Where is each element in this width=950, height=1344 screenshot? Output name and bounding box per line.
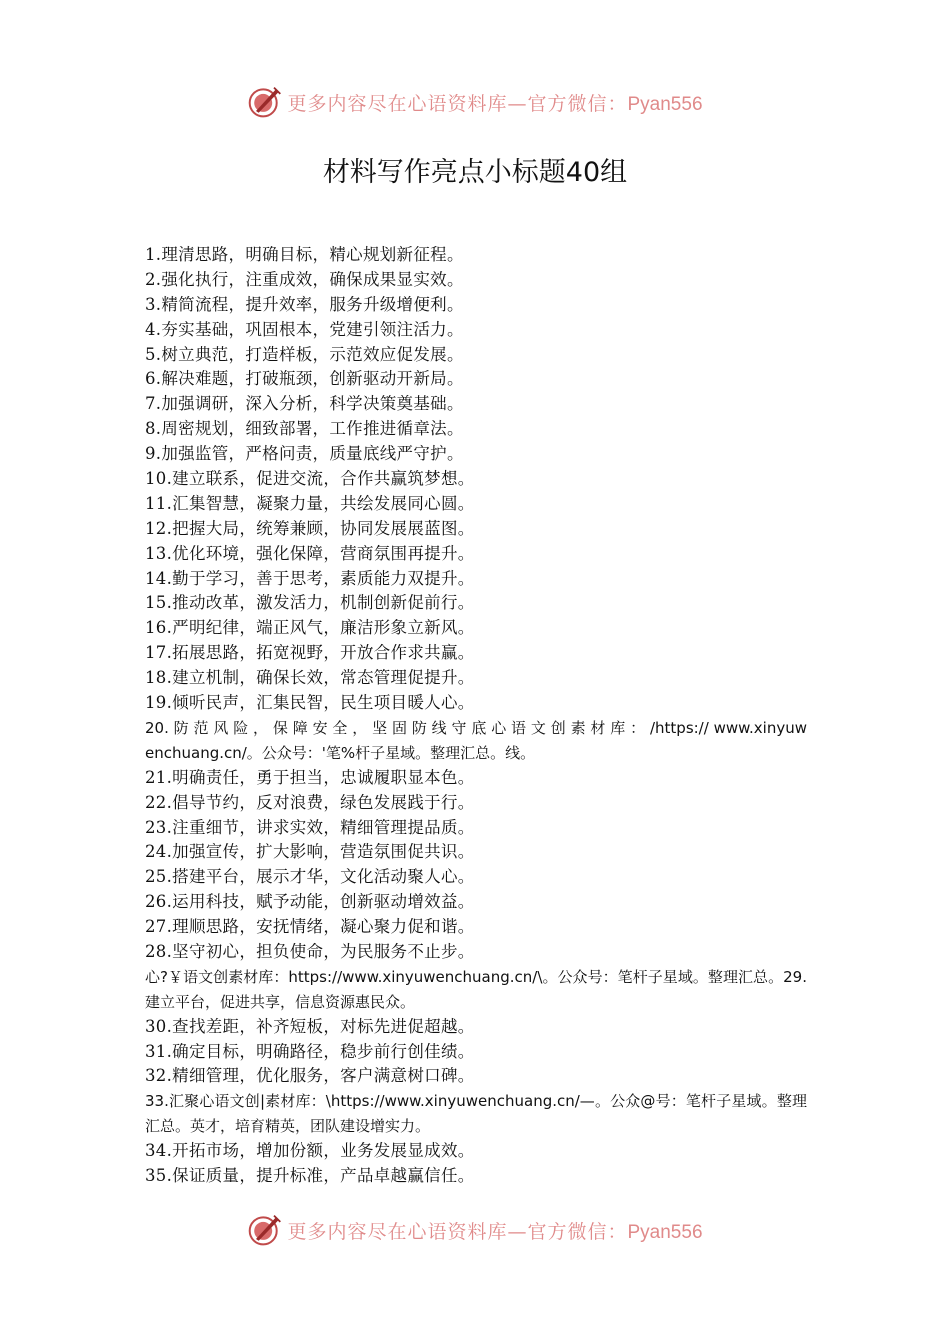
list-item-watermark-text: 20. 防 范 风 险 ， 保 障 安 全 ， 坚 固 防 线 守 底 心 语 文 创 素 材 库 ： /https:// www.xinyuwenchuang.cn/。公众号：'笔%杆子星域。整理汇总。线。	[145, 718, 807, 762]
document-body	[145, 243, 807, 1189]
list-item: 3.精简流程，提升效率，服务升级增便利。	[145, 294, 464, 314]
list-item: 10.建立联系，促进交流，合作共赢筑梦想。	[145, 469, 475, 489]
list-item: 5.树立典范，打造样板，示范效应促发展。	[145, 344, 464, 364]
list-item: 28.坚守初心，担负使命，为民服务不止步。	[145, 941, 475, 961]
list-item: 2.强化执行，注重成效，确保成果显实效。	[145, 269, 464, 289]
list-item: 34.开拓市场，增加份额，业务发展显成效。	[145, 1141, 475, 1161]
list-item: 17.拓展思路，拓宽视野，开放合作求共赢。	[145, 643, 475, 663]
list-item: 23.注重细节，讲求实效，精细管理提品质。	[145, 817, 475, 837]
document-title: 材料写作亮点小标题40组	[322, 157, 628, 188]
list-item: 6.解决难题，打破瓶颈，创新驱动开新局。	[145, 369, 464, 389]
list-item-watermark-text: 33.汇聚心语文创|素材库：\https://www.xinyuwenchuang.cn/—。公众@号：笔杆子星域。整理汇总。英才，培育精英，团队建设增实力。	[145, 1092, 807, 1136]
list-item: 24.加强宣传，扩大影响，营造氛围促共识。	[145, 842, 475, 862]
list-item: 30.查找差距，补齐短板，对标先进促超越。	[145, 1016, 475, 1036]
list-item-watermark-text: 心?￥语文创素材库：https://www.xinyuwenchuang.cn/\。公众号：笔杆子星域。整理汇总。29.建立平台，促进共享，信息资源惠民众。	[145, 967, 807, 1011]
footer-banner	[0, 1208, 950, 1252]
list-item: 11.汇集智慧，凝聚力量，共绘发展同心圆。	[145, 493, 475, 513]
list-item: 25.搭建平台，展示才华，文化活动聚人心。	[145, 867, 475, 887]
list-item: 14.勤于学习，善于思考，素质能力双提升。	[145, 568, 475, 588]
list-item: 4.夯实基础，巩固根本，党建引领注活力。	[145, 319, 464, 339]
list-item: 21.明确责任，勇于担当，忠诚履职显本色。	[145, 767, 475, 787]
list-item: 1.理清思路，明确目标，精心规划新征程。	[145, 245, 464, 264]
list-item: 31.确定目标，明确路径，稳步前行创佳绩。	[145, 1041, 475, 1061]
list-item: 13.优化环境，强化保障，营商氛围再提升。	[145, 543, 475, 563]
banner-wechat-id: Pyan556	[627, 93, 703, 115]
quill-logo-icon	[247, 1212, 283, 1248]
banner-text: 更多内容尽在心语资料库—官方微信：Pyan556	[287, 1220, 703, 1243]
list-item: 19.倾听民声，汇集民智，民生项目暖人心。	[145, 693, 475, 713]
list-item: 27.理顺思路，安抚情绪，凝心聚力促和谐。	[145, 917, 475, 937]
list-item: 7.加强调研，深入分析，科学决策奠基础。	[145, 394, 464, 414]
list-item: 35.保证质量，提升标准，产品卓越赢信任。	[145, 1166, 475, 1186]
list-item: 32.精细管理，优化服务，客户满意树口碑。	[145, 1066, 475, 1086]
banner-text: 更多内容尽在心语资料库—官方微信：Pyan556	[287, 92, 703, 115]
list-item: 22.倡导节约，反对浪费，绿色发展践于行。	[145, 792, 475, 812]
list-item: 9.加强监管，严格问责，质量底线严守护。	[145, 444, 464, 464]
list-item: 15.推动改革，激发活力，机制创新促前行。	[145, 593, 475, 613]
banner-wechat-id: Pyan556	[627, 1221, 703, 1243]
list-item: 8.周密规划，细致部署，工作推进循章法。	[145, 419, 464, 439]
list-item: 16.严明纪律，端正风气，廉洁形象立新风。	[145, 618, 475, 638]
list-item: 26.运用科技，赋予动能，创新驱动增效益。	[145, 892, 475, 912]
list-item: 18.建立机制，确保长效，常态管理促提升。	[145, 668, 475, 688]
header-banner	[0, 80, 950, 124]
quill-logo-icon	[247, 84, 283, 120]
list-item: 12.把握大局，统筹兼顾，协同发展展蓝图。	[145, 518, 475, 538]
